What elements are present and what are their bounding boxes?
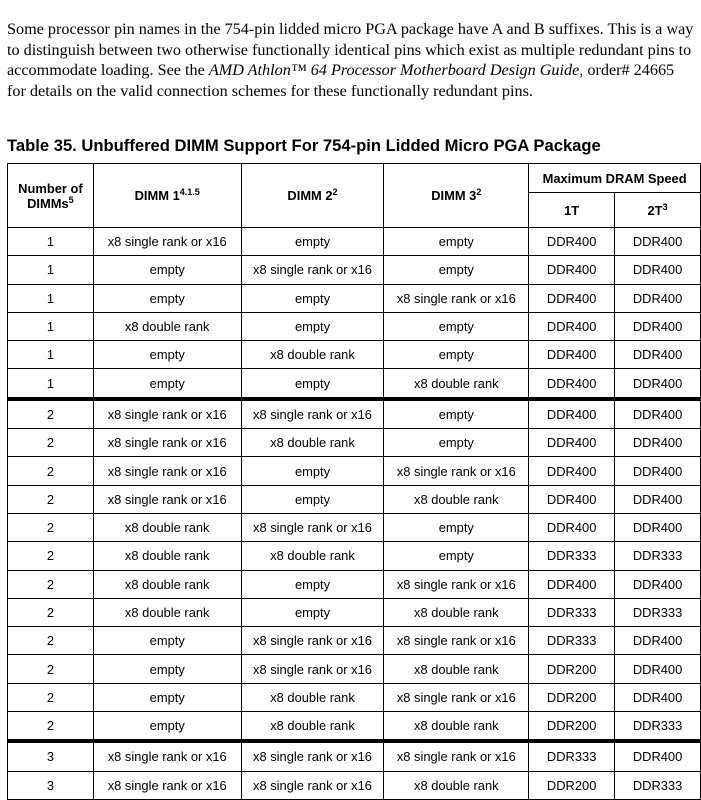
cell-speed-1t: DDR200 [529, 712, 615, 742]
cell-speed-1t: DDR200 [529, 683, 615, 711]
header-max-dram-speed: Maximum DRAM Speed [529, 164, 701, 193]
table-row [8, 457, 701, 485]
cell-dimm1: empty [93, 369, 241, 399]
cell-speed-2t: DDR333 [615, 712, 701, 742]
cell-dimm2: x8 double rank [241, 683, 384, 711]
header-dimm2 [241, 164, 384, 228]
table-body [8, 228, 701, 800]
cell-dimm2: x8 double rank [241, 341, 384, 369]
cell-dimm3: x8 double rank [384, 598, 529, 626]
footnote-ref: 4.1.5 [179, 187, 200, 197]
cell-speed-2t: DDR400 [615, 485, 701, 513]
cell-dimm3: x8 single rank or x16 [384, 570, 529, 598]
cell-num-dimms: 2 [8, 485, 94, 513]
cell-speed-1t: DDR200 [529, 771, 615, 799]
cell-speed-1t: DDR400 [529, 485, 615, 513]
cell-speed-1t: DDR400 [529, 228, 615, 256]
cell-dimm3: empty [384, 399, 529, 429]
cell-speed-2t: DDR400 [615, 570, 701, 598]
header-number-of-dimms-line2: DIMMs [27, 195, 69, 211]
cell-dimm1: empty [93, 341, 241, 369]
cell-speed-1t: DDR333 [529, 542, 615, 570]
cell-dimm3: empty [384, 256, 529, 284]
table-row [8, 228, 701, 256]
cell-dimm1: x8 double rank [93, 312, 241, 340]
cell-dimm3: x8 single rank or x16 [384, 683, 529, 711]
cell-dimm1: x8 single rank or x16 [93, 741, 241, 771]
cell-speed-1t: DDR400 [529, 457, 615, 485]
cell-speed-1t: DDR400 [529, 312, 615, 340]
table-row [8, 598, 701, 626]
cell-speed-2t: DDR400 [615, 256, 701, 284]
table-row [8, 399, 701, 429]
cell-dimm1: empty [93, 256, 241, 284]
cell-speed-2t: DDR400 [615, 369, 701, 399]
cell-dimm2: x8 double rank [241, 712, 384, 742]
cell-dimm2: x8 single rank or x16 [241, 741, 384, 771]
cell-speed-2t: DDR400 [615, 457, 701, 485]
header-2t-label: 2T [647, 202, 663, 218]
cell-dimm2: x8 single rank or x16 [241, 513, 384, 541]
cell-num-dimms: 2 [8, 542, 94, 570]
table-row [8, 341, 701, 369]
cell-dimm2: x8 single rank or x16 [241, 655, 384, 683]
cell-dimm2: x8 double rank [241, 429, 384, 457]
cell-dimm1: x8 single rank or x16 [93, 771, 241, 799]
table-row [8, 542, 701, 570]
cell-num-dimms: 2 [8, 399, 94, 429]
footnote-ref: 2 [476, 187, 482, 197]
cell-dimm1: empty [93, 683, 241, 711]
cell-dimm3: x8 double rank [384, 712, 529, 742]
cell-dimm1: x8 double rank [93, 513, 241, 541]
intro-paragraph [7, 19, 695, 101]
cell-num-dimms: 1 [8, 284, 94, 312]
header-number-of-dimms [8, 164, 94, 228]
cell-speed-2t: DDR400 [615, 429, 701, 457]
cell-num-dimms: 1 [8, 369, 94, 399]
cell-dimm3: x8 single rank or x16 [384, 284, 529, 312]
cell-dimm1: x8 single rank or x16 [93, 399, 241, 429]
cell-dimm3: empty [384, 228, 529, 256]
cell-dimm3: x8 single rank or x16 [384, 627, 529, 655]
cell-dimm1: x8 single rank or x16 [93, 485, 241, 513]
cell-dimm3: x8 double rank [384, 771, 529, 799]
table-row [8, 369, 701, 399]
cell-dimm3: empty [384, 513, 529, 541]
cell-speed-1t: DDR333 [529, 627, 615, 655]
table-row [8, 655, 701, 683]
cell-speed-2t: DDR400 [615, 627, 701, 655]
table-row [8, 712, 701, 742]
cell-speed-2t: DDR333 [615, 771, 701, 799]
cell-speed-2t: DDR400 [615, 741, 701, 771]
cell-speed-1t: DDR200 [529, 655, 615, 683]
cell-dimm2: empty [241, 369, 384, 399]
cell-dimm3: empty [384, 341, 529, 369]
footnote-ref: 2 [332, 187, 338, 197]
table-row [8, 485, 701, 513]
cell-speed-1t: DDR400 [529, 429, 615, 457]
cell-num-dimms: 2 [8, 598, 94, 626]
cell-speed-1t: DDR333 [529, 598, 615, 626]
header-2t [615, 193, 701, 228]
cell-num-dimms: 2 [8, 655, 94, 683]
cell-dimm3: empty [384, 542, 529, 570]
cell-dimm1: x8 double rank [93, 570, 241, 598]
cell-dimm3: x8 single rank or x16 [384, 457, 529, 485]
cell-speed-2t: DDR400 [615, 312, 701, 340]
table-row [8, 256, 701, 284]
header-dimm1-label: DIMM 1 [134, 188, 180, 203]
cell-speed-1t: DDR400 [529, 256, 615, 284]
cell-dimm2: x8 single rank or x16 [241, 256, 384, 284]
table-row [8, 429, 701, 457]
cell-dimm2: empty [241, 284, 384, 312]
cell-dimm1: x8 double rank [93, 542, 241, 570]
cell-num-dimms: 3 [8, 771, 94, 799]
cell-dimm1: x8 single rank or x16 [93, 429, 241, 457]
cell-speed-2t: DDR400 [615, 341, 701, 369]
cell-speed-1t: DDR400 [529, 513, 615, 541]
cell-speed-1t: DDR400 [529, 369, 615, 399]
table-row [8, 741, 701, 771]
design-guide-title: AMD Athlon™ 64 Processor Motherboard Design Guide [208, 61, 580, 80]
cell-speed-1t: DDR400 [529, 570, 615, 598]
dimm-support-table [7, 163, 701, 800]
cell-speed-1t: DDR400 [529, 341, 615, 369]
header-row [8, 164, 701, 193]
cell-dimm3: x8 double rank [384, 655, 529, 683]
cell-dimm2: x8 double rank [241, 542, 384, 570]
cell-speed-2t: DDR400 [615, 683, 701, 711]
cell-num-dimms: 2 [8, 712, 94, 742]
cell-dimm3: x8 single rank or x16 [384, 741, 529, 771]
cell-dimm2: empty [241, 457, 384, 485]
cell-speed-2t: DDR400 [615, 513, 701, 541]
cell-speed-1t: DDR400 [529, 284, 615, 312]
header-number-of-dimms-line1: Number of [18, 180, 83, 196]
cell-dimm1: empty [93, 627, 241, 655]
table-row [8, 683, 701, 711]
cell-speed-1t: DDR333 [529, 741, 615, 771]
cell-speed-2t: DDR333 [615, 598, 701, 626]
table-row [8, 771, 701, 799]
footnote-ref: 5 [68, 194, 74, 205]
cell-dimm1: empty [93, 712, 241, 742]
cell-dimm2: x8 single rank or x16 [241, 399, 384, 429]
cell-num-dimms: 2 [8, 627, 94, 655]
table-row [8, 570, 701, 598]
cell-num-dimms: 2 [8, 457, 94, 485]
cell-speed-2t: DDR400 [615, 284, 701, 312]
cell-num-dimms: 2 [8, 429, 94, 457]
table-row [8, 284, 701, 312]
cell-num-dimms: 2 [8, 683, 94, 711]
footnote-ref: 3 [662, 201, 668, 212]
cell-dimm3: x8 double rank [384, 485, 529, 513]
cell-dimm1: x8 single rank or x16 [93, 228, 241, 256]
table-row [8, 513, 701, 541]
header-dimm2-label: DIMM 2 [287, 188, 333, 203]
cell-dimm2: empty [241, 570, 384, 598]
intro-text-2: , order# 24665 for details on the valid connection schemes for these functionally redundant pins. [7, 61, 675, 100]
cell-dimm2: empty [241, 312, 384, 340]
cell-speed-2t: DDR400 [615, 228, 701, 256]
table-caption: Table 35. Unbuffered DIMM Support For 754-pin Lidded Micro PGA Package [7, 136, 601, 155]
cell-dimm3: empty [384, 312, 529, 340]
header-dimm1 [93, 164, 241, 228]
cell-num-dimms: 1 [8, 341, 94, 369]
cell-dimm3: empty [384, 429, 529, 457]
cell-dimm2: empty [241, 228, 384, 256]
cell-num-dimms: 2 [8, 513, 94, 541]
table-row [8, 627, 701, 655]
cell-speed-2t: DDR400 [615, 655, 701, 683]
cell-dimm1: x8 single rank or x16 [93, 457, 241, 485]
cell-dimm2: x8 single rank or x16 [241, 627, 384, 655]
header-dimm3 [384, 164, 529, 228]
header-dimm3-label: DIMM 3 [431, 188, 477, 203]
cell-dimm2: x8 single rank or x16 [241, 771, 384, 799]
table-row [8, 312, 701, 340]
cell-num-dimms: 3 [8, 741, 94, 771]
header-1t: 1T [529, 193, 615, 228]
cell-dimm1: empty [93, 655, 241, 683]
cell-speed-1t: DDR400 [529, 399, 615, 429]
cell-dimm1: empty [93, 284, 241, 312]
cell-dimm2: empty [241, 485, 384, 513]
cell-speed-2t: DDR333 [615, 542, 701, 570]
cell-dimm1: x8 double rank [93, 598, 241, 626]
cell-speed-2t: DDR400 [615, 399, 701, 429]
cell-num-dimms: 1 [8, 312, 94, 340]
cell-num-dimms: 1 [8, 228, 94, 256]
cell-num-dimms: 1 [8, 256, 94, 284]
cell-num-dimms: 2 [8, 570, 94, 598]
intro-text-1: Some processor pin names in the 754-pin lidded micro PGA package have A and B suffixes. This is a way to distinguish between two otherwise functionally identical pins which exist as multiple redundant pins to accommodate loading. See the [7, 20, 694, 80]
cell-dimm2: empty [241, 598, 384, 626]
cell-dimm3: x8 double rank [384, 369, 529, 399]
